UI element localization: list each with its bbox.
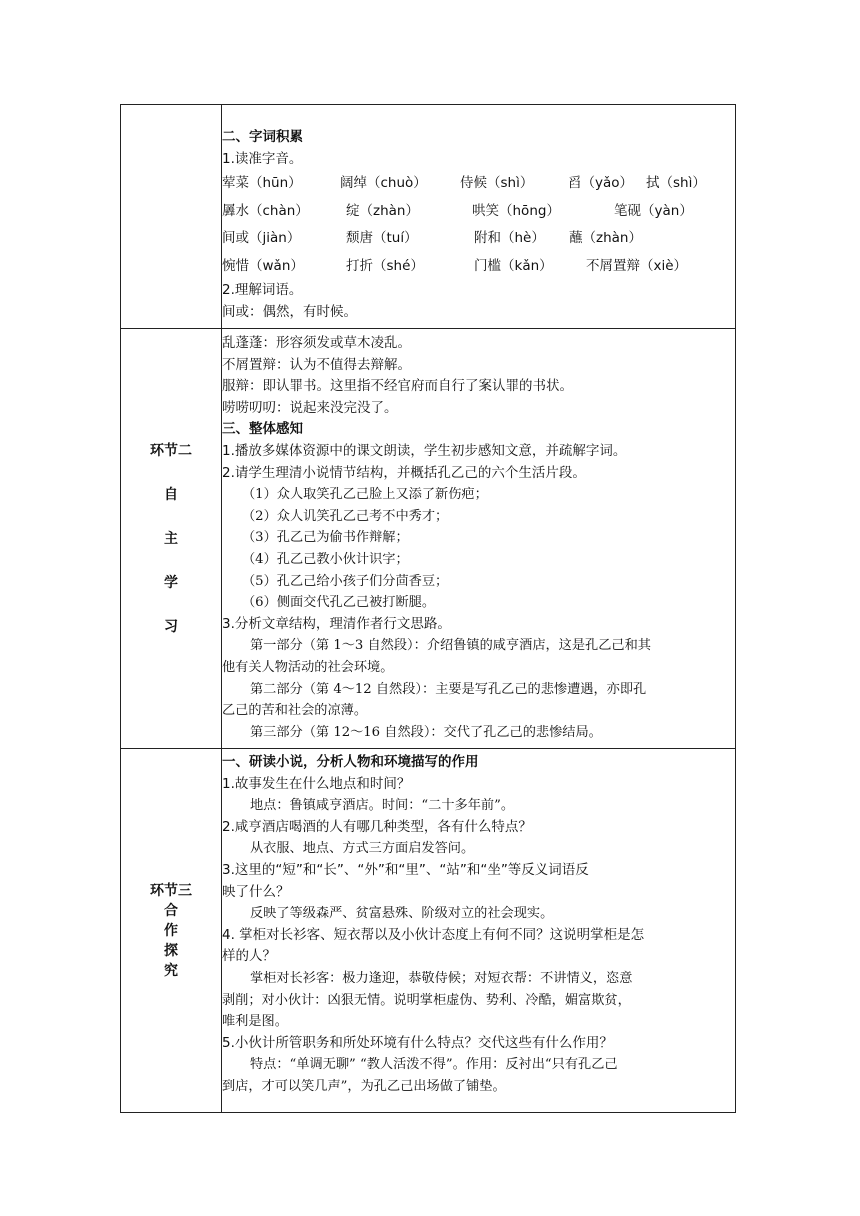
episode-item: （6）侧面交代孔乙己被打断腿。: [242, 595, 436, 611]
answer-cont: 剥削；对小伙计：凶狠无情。说明掌柜虚伪、势利、冷酷，媚富欺贫，: [222, 992, 631, 1008]
question-cont: 样的人？: [222, 948, 276, 965]
sub-heading-pronunciation: 1.读准字音。: [222, 150, 303, 167]
definition-line: 间或：偶然，有时候。: [222, 303, 357, 320]
answer: 特点：“单调无聊” “教人活泼不得”。作用：反衬出“只有孔乙己: [250, 1057, 618, 1073]
label-line: 自: [164, 486, 178, 503]
episode-item: （1）众人取笑孔乙己脸上又添了新伤疤；: [242, 487, 488, 503]
answer-cont: 唯利是图。: [222, 1014, 288, 1030]
label-line: 合: [164, 902, 178, 919]
pinyin-item: 哄笑（hōng）: [472, 202, 560, 219]
sub-heading-vocabulary-meaning: 2.理解词语。: [222, 282, 303, 299]
label-line: 探: [164, 942, 178, 959]
pinyin-item: 舀（yǎo）: [568, 175, 634, 192]
question: 1.故事发生在什么地点和时间？: [222, 775, 411, 792]
pinyin-item: 打折（shé）: [346, 257, 424, 274]
label-line: 环节三: [150, 882, 192, 899]
pinyin-item: 荤菜（hūn）: [222, 175, 302, 192]
question: 4. 掌柜对长衫客、短衣帮以及小伙计态度上有何不同？这说明掌柜是怎: [222, 926, 645, 943]
section-heading-overview: 三、整体感知: [222, 421, 303, 438]
row2-content-cell: [222, 329, 736, 749]
definition-line: 服辩：即认罪书。这里指不经官府而自行了案认罪的书状。: [222, 378, 573, 395]
pinyin-item: 绽（zhàn）: [346, 202, 419, 219]
pinyin-item: 蘸（zhàn）: [569, 230, 642, 247]
definition-line: 乱蓬蓬：形容须发或草木凌乱。: [222, 335, 411, 351]
answer: 反映了等级森严、贫富悬殊、阶级对立的社会现实。: [250, 906, 554, 922]
row2-label-cell: [121, 329, 222, 749]
label-line: 学: [164, 574, 178, 591]
question: 5.小伙计所管职务和所处环境有什么特点？交代这些有什么作用？: [222, 1034, 613, 1051]
answer: 掌柜对长衫客：极力逢迎，恭敬侍候；对短衣帮：不讲情义，恣意: [250, 970, 633, 986]
definition-line: 不屑置辩：认为不值得去辩解。: [222, 356, 411, 373]
row-vocabulary: [121, 105, 736, 329]
pinyin-item: 附和（hè）: [474, 230, 545, 247]
label-line: 环节二: [150, 442, 192, 459]
question-cont: 映了什么？: [222, 883, 290, 900]
step-item: 1.播放多媒体资源中的课文朗读，学生初步感知文意，并疏解字词。: [222, 442, 627, 459]
pinyin-row-1: [222, 170, 735, 198]
episode-item: （3）孔乙己为偷书作辩解；: [242, 530, 409, 546]
pinyin-row-3: [222, 225, 735, 253]
answer: 从衣服、地点、方式三方面启发答问。: [250, 841, 475, 857]
row3-label-cell: [121, 749, 222, 1113]
structure-part-2-cont: 乙己的苦和社会的凉薄。: [222, 703, 368, 719]
row-cooperative-inquiry: [121, 749, 736, 1113]
pinyin-item: 笔砚（yàn）: [614, 202, 693, 219]
question: 3.这里的“短”和“长”、“外”和“里”、“站”和“坐”等反义词语反: [222, 861, 589, 878]
row2-label: [121, 429, 221, 649]
structure-part-3: 第三部分（第 12～16 自然段）：交代了孔乙己的悲惨结局。: [250, 724, 602, 740]
episode-item: （2）众人讥笑孔乙己考不中秀才；: [242, 508, 449, 524]
episode-item: （5）孔乙己给小孩子们分茴香豆；: [242, 573, 449, 589]
definition-line: 唠唠叨叨：说起来没完没了。: [222, 399, 398, 416]
pinyin-item: 羼水（chàn）: [222, 202, 309, 219]
structure-part-1-cont: 他有关人物活动的社会环境。: [222, 659, 394, 675]
label-line: 习: [164, 618, 178, 635]
pinyin-item: 不屑置辩（xiè）: [586, 257, 688, 274]
pinyin-item: 门槛（kǎn）: [474, 257, 553, 274]
step-item: 2.请学生理清小说情节结构，并概括孔乙己的六个生活片段。: [222, 464, 586, 481]
answer-cont: 到店，才可以笑几声”，为孔乙己出场做了铺垫。: [222, 1078, 506, 1094]
pinyin-item: 侍候（shì）: [460, 175, 534, 192]
pinyin-row-4: [222, 253, 735, 281]
question: 2.咸亨酒店喝酒的人有哪几种类型，各有什么特点？: [222, 818, 532, 835]
episode-item: （4）孔乙己教小伙计识字；: [242, 551, 409, 567]
row-self-study: [121, 329, 736, 749]
row3-label: [121, 881, 221, 981]
answer: 地点：鲁镇咸亨酒店。时间：“二十多年前”。: [250, 798, 515, 814]
lesson-plan-table: [120, 104, 736, 1113]
pinyin-row-2: [222, 198, 735, 226]
row1-content-cell: [222, 105, 736, 329]
structure-part-2: 第二部分（第 4～12 自然段）：主要是写孔乙己的悲惨遭遇，亦即孔: [250, 681, 647, 697]
pinyin-item: 间或（jiàn）: [222, 230, 301, 247]
pinyin-item: 颓唐（tuí）: [346, 230, 418, 247]
label-line: 主: [164, 530, 178, 547]
section-heading-vocabulary: 二、字词积累: [222, 129, 303, 145]
row3-content-cell: [222, 749, 736, 1113]
step-item: 3.分析文章结构，理清作者行文思路。: [222, 615, 451, 632]
pinyin-item: 惋惜（wǎn）: [222, 257, 304, 274]
pinyin-item: 阔绰（chuò）: [340, 175, 427, 192]
structure-part-1: 第一部分（第 1～3 自然段）：介绍鲁镇的咸亨酒店，这是孔乙己和其: [250, 638, 651, 654]
section-heading-analysis: 一、研读小说，分析人物和环境描写的作用: [222, 754, 479, 770]
pinyin-item: 拭（shì）: [646, 175, 706, 192]
label-line: 究: [164, 962, 178, 979]
pinyin-list: [222, 170, 735, 280]
row1-label-cell: [121, 105, 222, 329]
label-line: 作: [164, 922, 178, 939]
